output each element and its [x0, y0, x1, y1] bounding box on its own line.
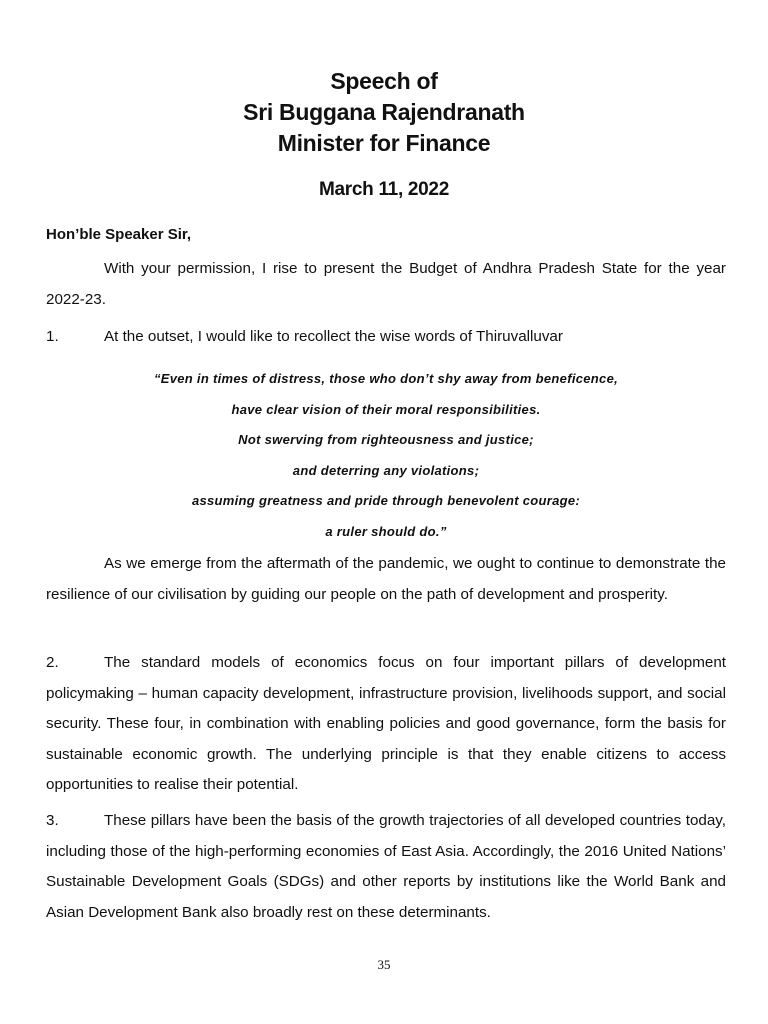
- intro-paragraph: [46, 254, 726, 315]
- quote-line: Not swerving from righteousness and justice;: [238, 432, 534, 448]
- page-number: 35: [377, 957, 391, 972]
- quote-line: a ruler should do.”: [325, 523, 447, 539]
- speech-date: March 11, 2022: [319, 179, 449, 200]
- paragraph-number: 1.: [46, 328, 59, 345]
- pandemic-text: As we emerge from the aftermath of the pandemic, we ought to continue to demonstrate the resilience of our civilisation by guiding our people on the path of development and prosperity.: [46, 555, 726, 603]
- paragraph-3: [46, 806, 726, 928]
- quote-line: “Even in times of distress, those who don’t shy away from beneficence,: [153, 371, 619, 386]
- intro-text: With your permission, I rise to present the Budget of Andhra Pradesh State for the year 2022-23.: [46, 260, 726, 308]
- title-line-2: Sri Buggana Rajendranath: [243, 99, 525, 125]
- pandemic-paragraph: [46, 549, 726, 610]
- thiruvalluvar-quote: [46, 364, 726, 548]
- title-line-3: Minister for Finance: [277, 130, 491, 156]
- quote-line: assuming greatness and pride through benevolent courage:: [191, 493, 581, 509]
- quote-line: have clear vision of their moral responsibilities.: [231, 401, 541, 417]
- paragraph-text: These pillars have been the basis of the growth trajectories of all developed countries today, including those of the high-performing economies of East Asia. Accordingly, the 2016 United Nations’ Sustainable Development Goals (SDGs) and other reports by institutions like the World Bank and Asian Development Bank also broadly rest on these determinants.: [46, 812, 726, 921]
- paragraph-text: At the outset, I would like to recollect the wise words of Thiruvalluvar: [104, 328, 563, 345]
- paragraph-number: 3.: [46, 812, 59, 829]
- title-line-1: Speech of: [330, 68, 438, 94]
- paragraph-number: 2.: [46, 654, 59, 671]
- paragraph-text: The standard models of economics focus on four important pillars of development policymaking – human capacity development, infrastructure provision, livelihoods support, and social security. These four, in combination with enabling policies and good governance, form the basis for sustainable economic growth. The underlying principle is that they enable citizens to access opportunities to realise their potential.: [46, 654, 726, 793]
- paragraph-2: [46, 648, 726, 801]
- quote-line: and deterring any violations;: [292, 462, 480, 478]
- paragraph-1: [46, 322, 726, 353]
- salutation: Hon’ble Speaker Sir,: [46, 226, 192, 243]
- speech-title: [0, 66, 768, 159]
